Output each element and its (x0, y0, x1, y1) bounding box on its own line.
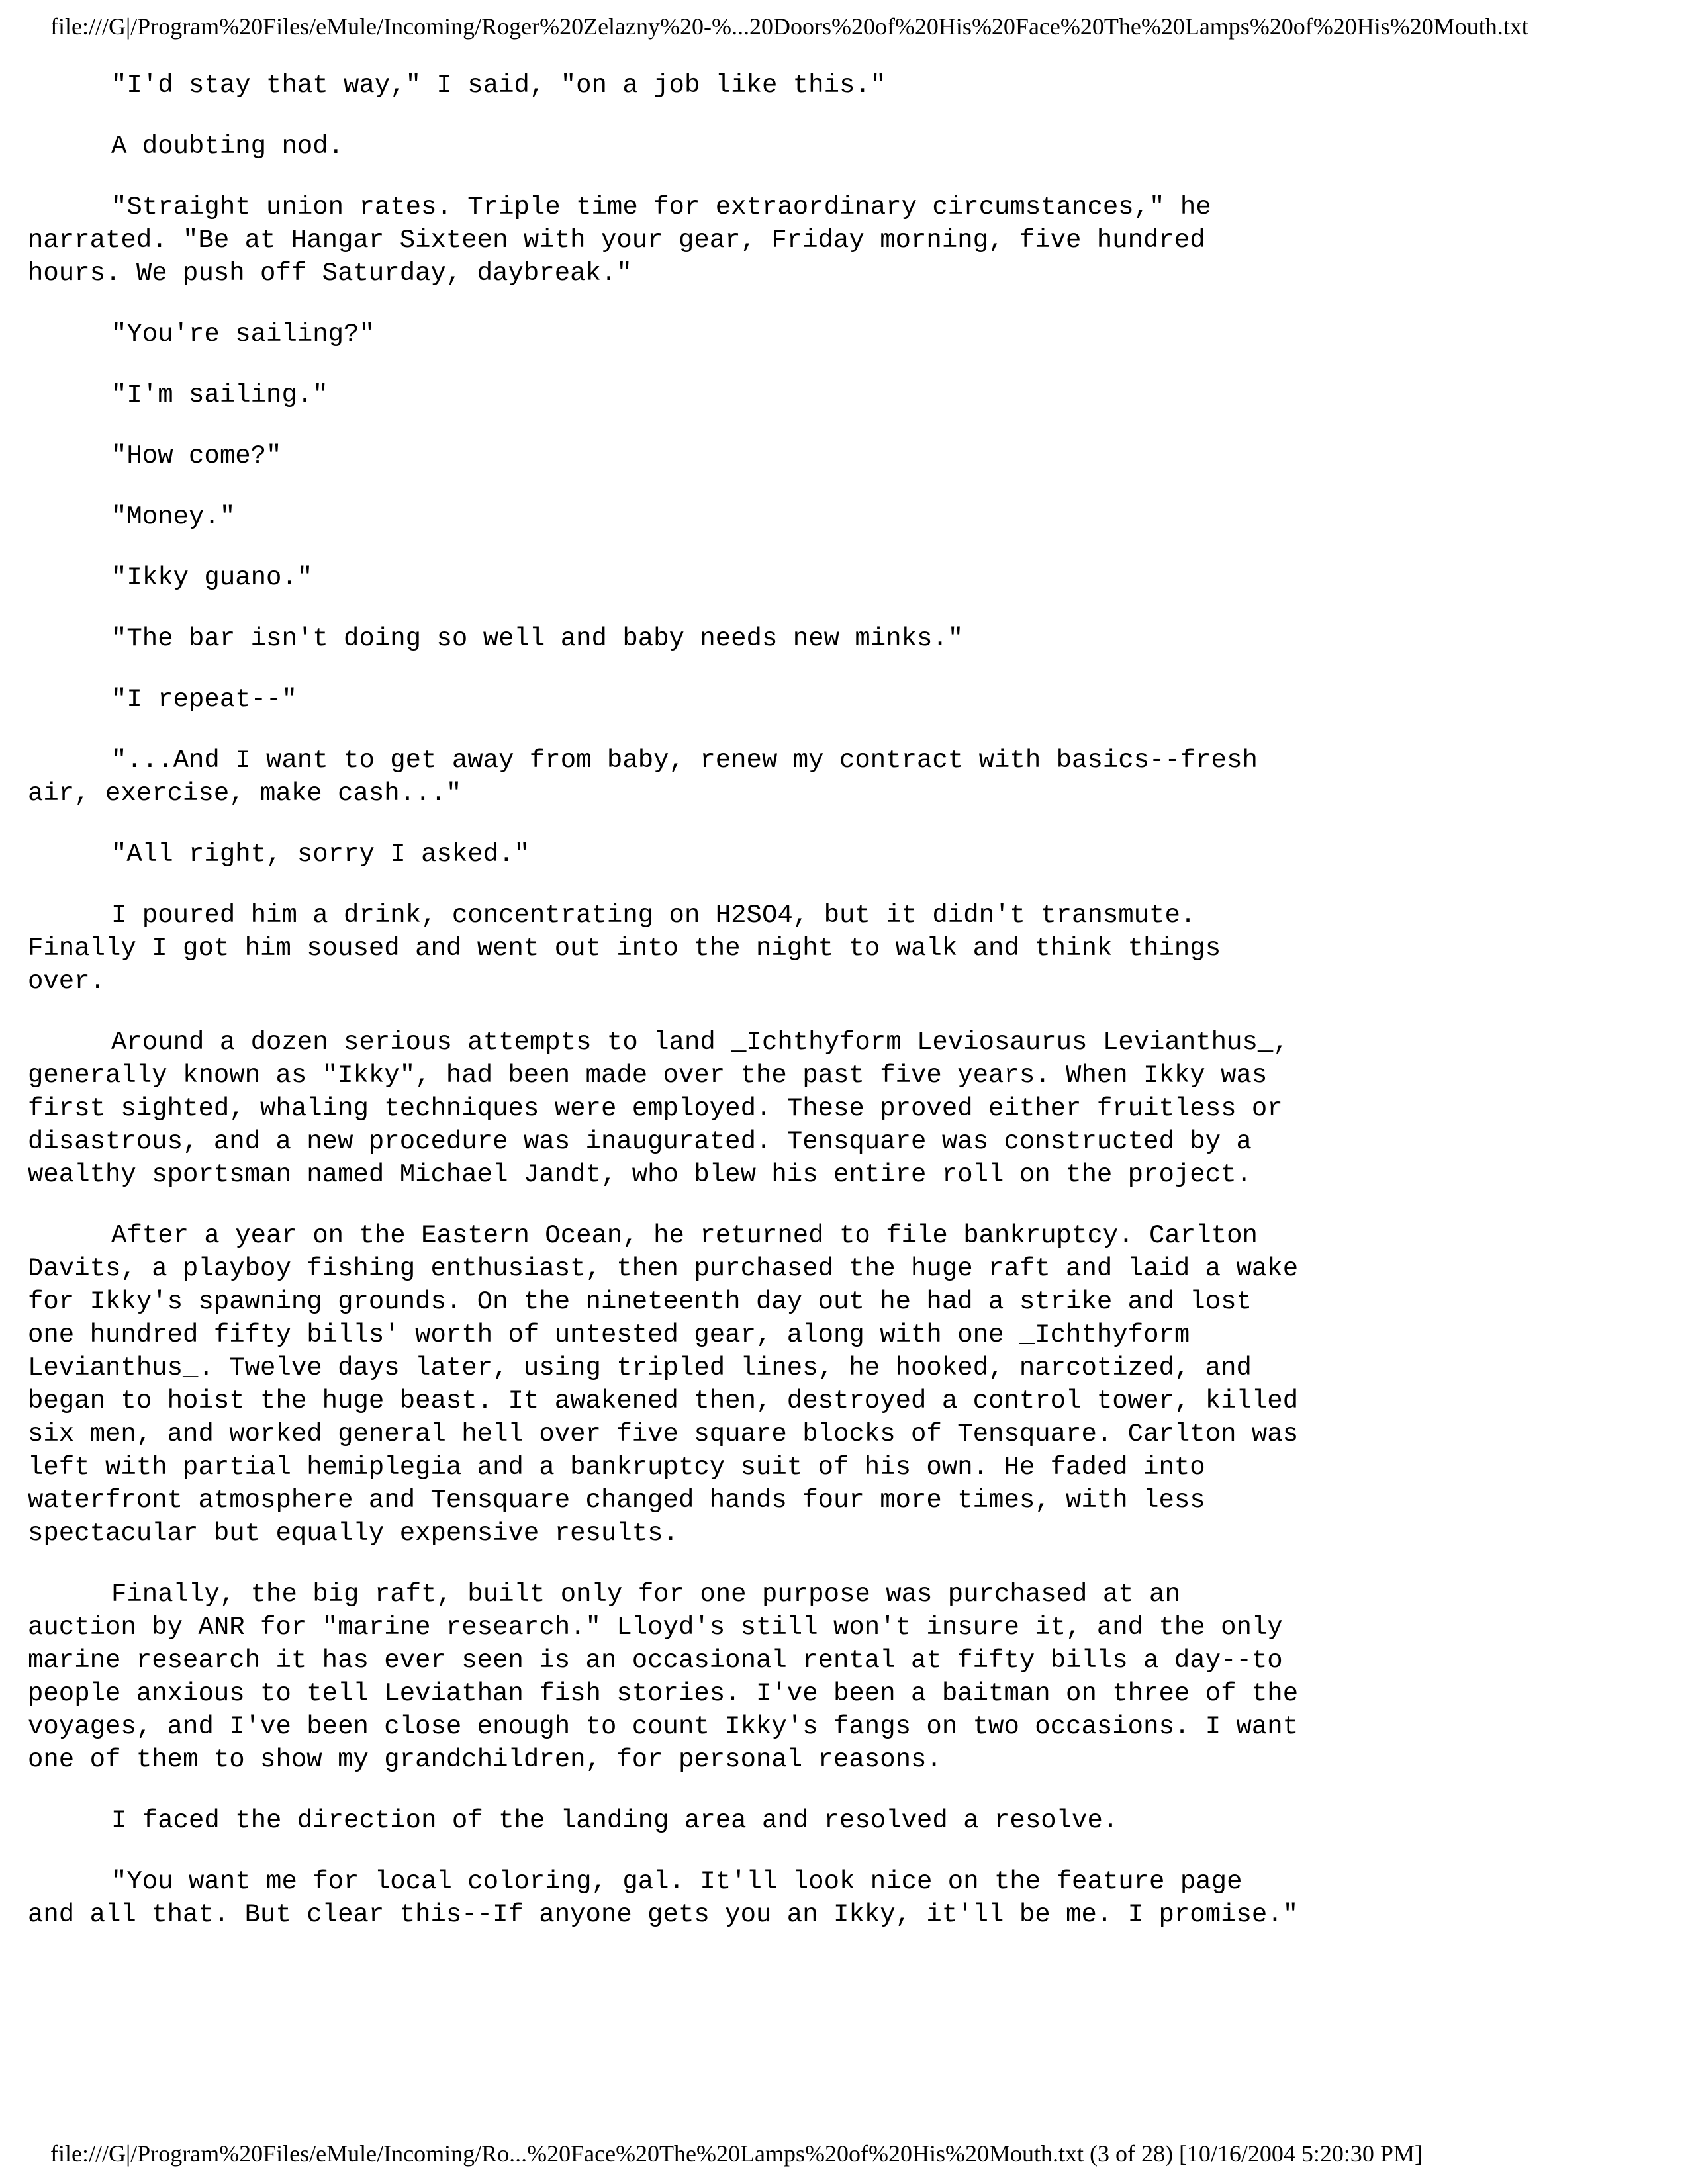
page-header-file-path: file:///G|/Program%20Files/eMule/Incoming/Roger%20Zelazny%20-%...20Doors%20of%20His%20Face%20The%20Lamps%20of%20His%20Mouth.txt (50, 13, 1528, 40)
paragraph: Finally, the big raft, built only for one purpose was purchased at an auction by ANR for "marine research." Lloyd's still won't insure it, and the only marine research it has ever seen is an occasional rental at fifty bills a day--to people anxious to tell Leviathan fish stories. I've been a baitman on three of the voyages, and I've been close enough to count Ikky's fangs on two occasions. I want one of them to show my grandchildren, for personal reasons. (28, 1580, 1314, 1774)
paragraph: After a year on the Eastern Ocean, he returned to file bankruptcy. Carlton Davits, a playboy fishing enthusiast, then purchased the huge raft and laid a wake for Ikky's spawning grounds. On the nineteenth day out he had a strike and lost one hundred fifty bills' worth of untested gear, along with one _Ichthyform Levianthus_. Twelve days later, using tripled lines, he hooked, narcotized, and began to hoist the huge beast. It awakened then, destroyed a control tower, killed six men, and worked general hell over five square blocks of Tensquare. Carlton was left with partial hemiplegia and a bankruptcy suit of his own. He faded into waterfront atmosphere and Tensquare changed hands four more times, with less spectacular but equally expensive results. (28, 1221, 1314, 1548)
paragraph: "All right, sorry I asked." (111, 840, 530, 869)
paragraph: I faced the direction of the landing area and resolved a resolve. (111, 1806, 1119, 1835)
paragraph: "I'm sailing." (111, 381, 328, 410)
paragraph: I poured him a drink, concentrating on H2SO4, but it didn't transmute. Finally I got him soused and went out into the night to walk and think things over. (28, 901, 1237, 996)
document-body (28, 69, 1314, 1959)
page-footer-status-line: file:///G|/Program%20Files/eMule/Incoming/Ro...%20Face%20The%20Lamps%20of%20His%20Mouth.txt (3 of 28) [10/16/2004 5:20:30 PM] (50, 2140, 1423, 2167)
paragraph: "Ikky guano." (111, 563, 313, 592)
paragraph: "You're sailing?" (111, 320, 375, 349)
paragraph: "I repeat--" (111, 685, 297, 714)
paragraph: "The bar isn't doing so well and baby needs new minks." (111, 624, 964, 653)
paragraph: "I'd stay that way," I said, "on a job like this." (111, 71, 886, 100)
paragraph: A doubting nod. (111, 132, 344, 161)
paragraph: "Money." (111, 502, 236, 531)
paragraph: "Straight union rates. Triple time for extraordinary circumstances," he narrated. "Be at Hangar Sixteen with your gear, Friday morning, five hundred hours. We push off Saturday, daybreak." (28, 193, 1227, 288)
paragraph: Around a dozen serious attempts to land _Ichthyform Leviosaurus Levianthus_, generally known as "Ikky", had been made over the past five years. When Ikky was first sighted, whaling techniques were employed. These proved either fruitless or disastrous, and a new procedure was inaugurated. Tensquare was constructed by a wealthy sportsman named Michael Jandt, who blew his entire roll on the project. (28, 1028, 1305, 1189)
paragraph: "You want me for local coloring, gal. It'll look nice on the feature page and all that. But clear this--If anyone gets you an Ikky, it'll be me. I promise." (28, 1867, 1299, 1929)
paragraph: "...And I want to get away from baby, renew my contract with basics--fresh air, exercise, make cash..." (28, 746, 1274, 808)
paragraph: "How come?" (111, 441, 282, 471)
